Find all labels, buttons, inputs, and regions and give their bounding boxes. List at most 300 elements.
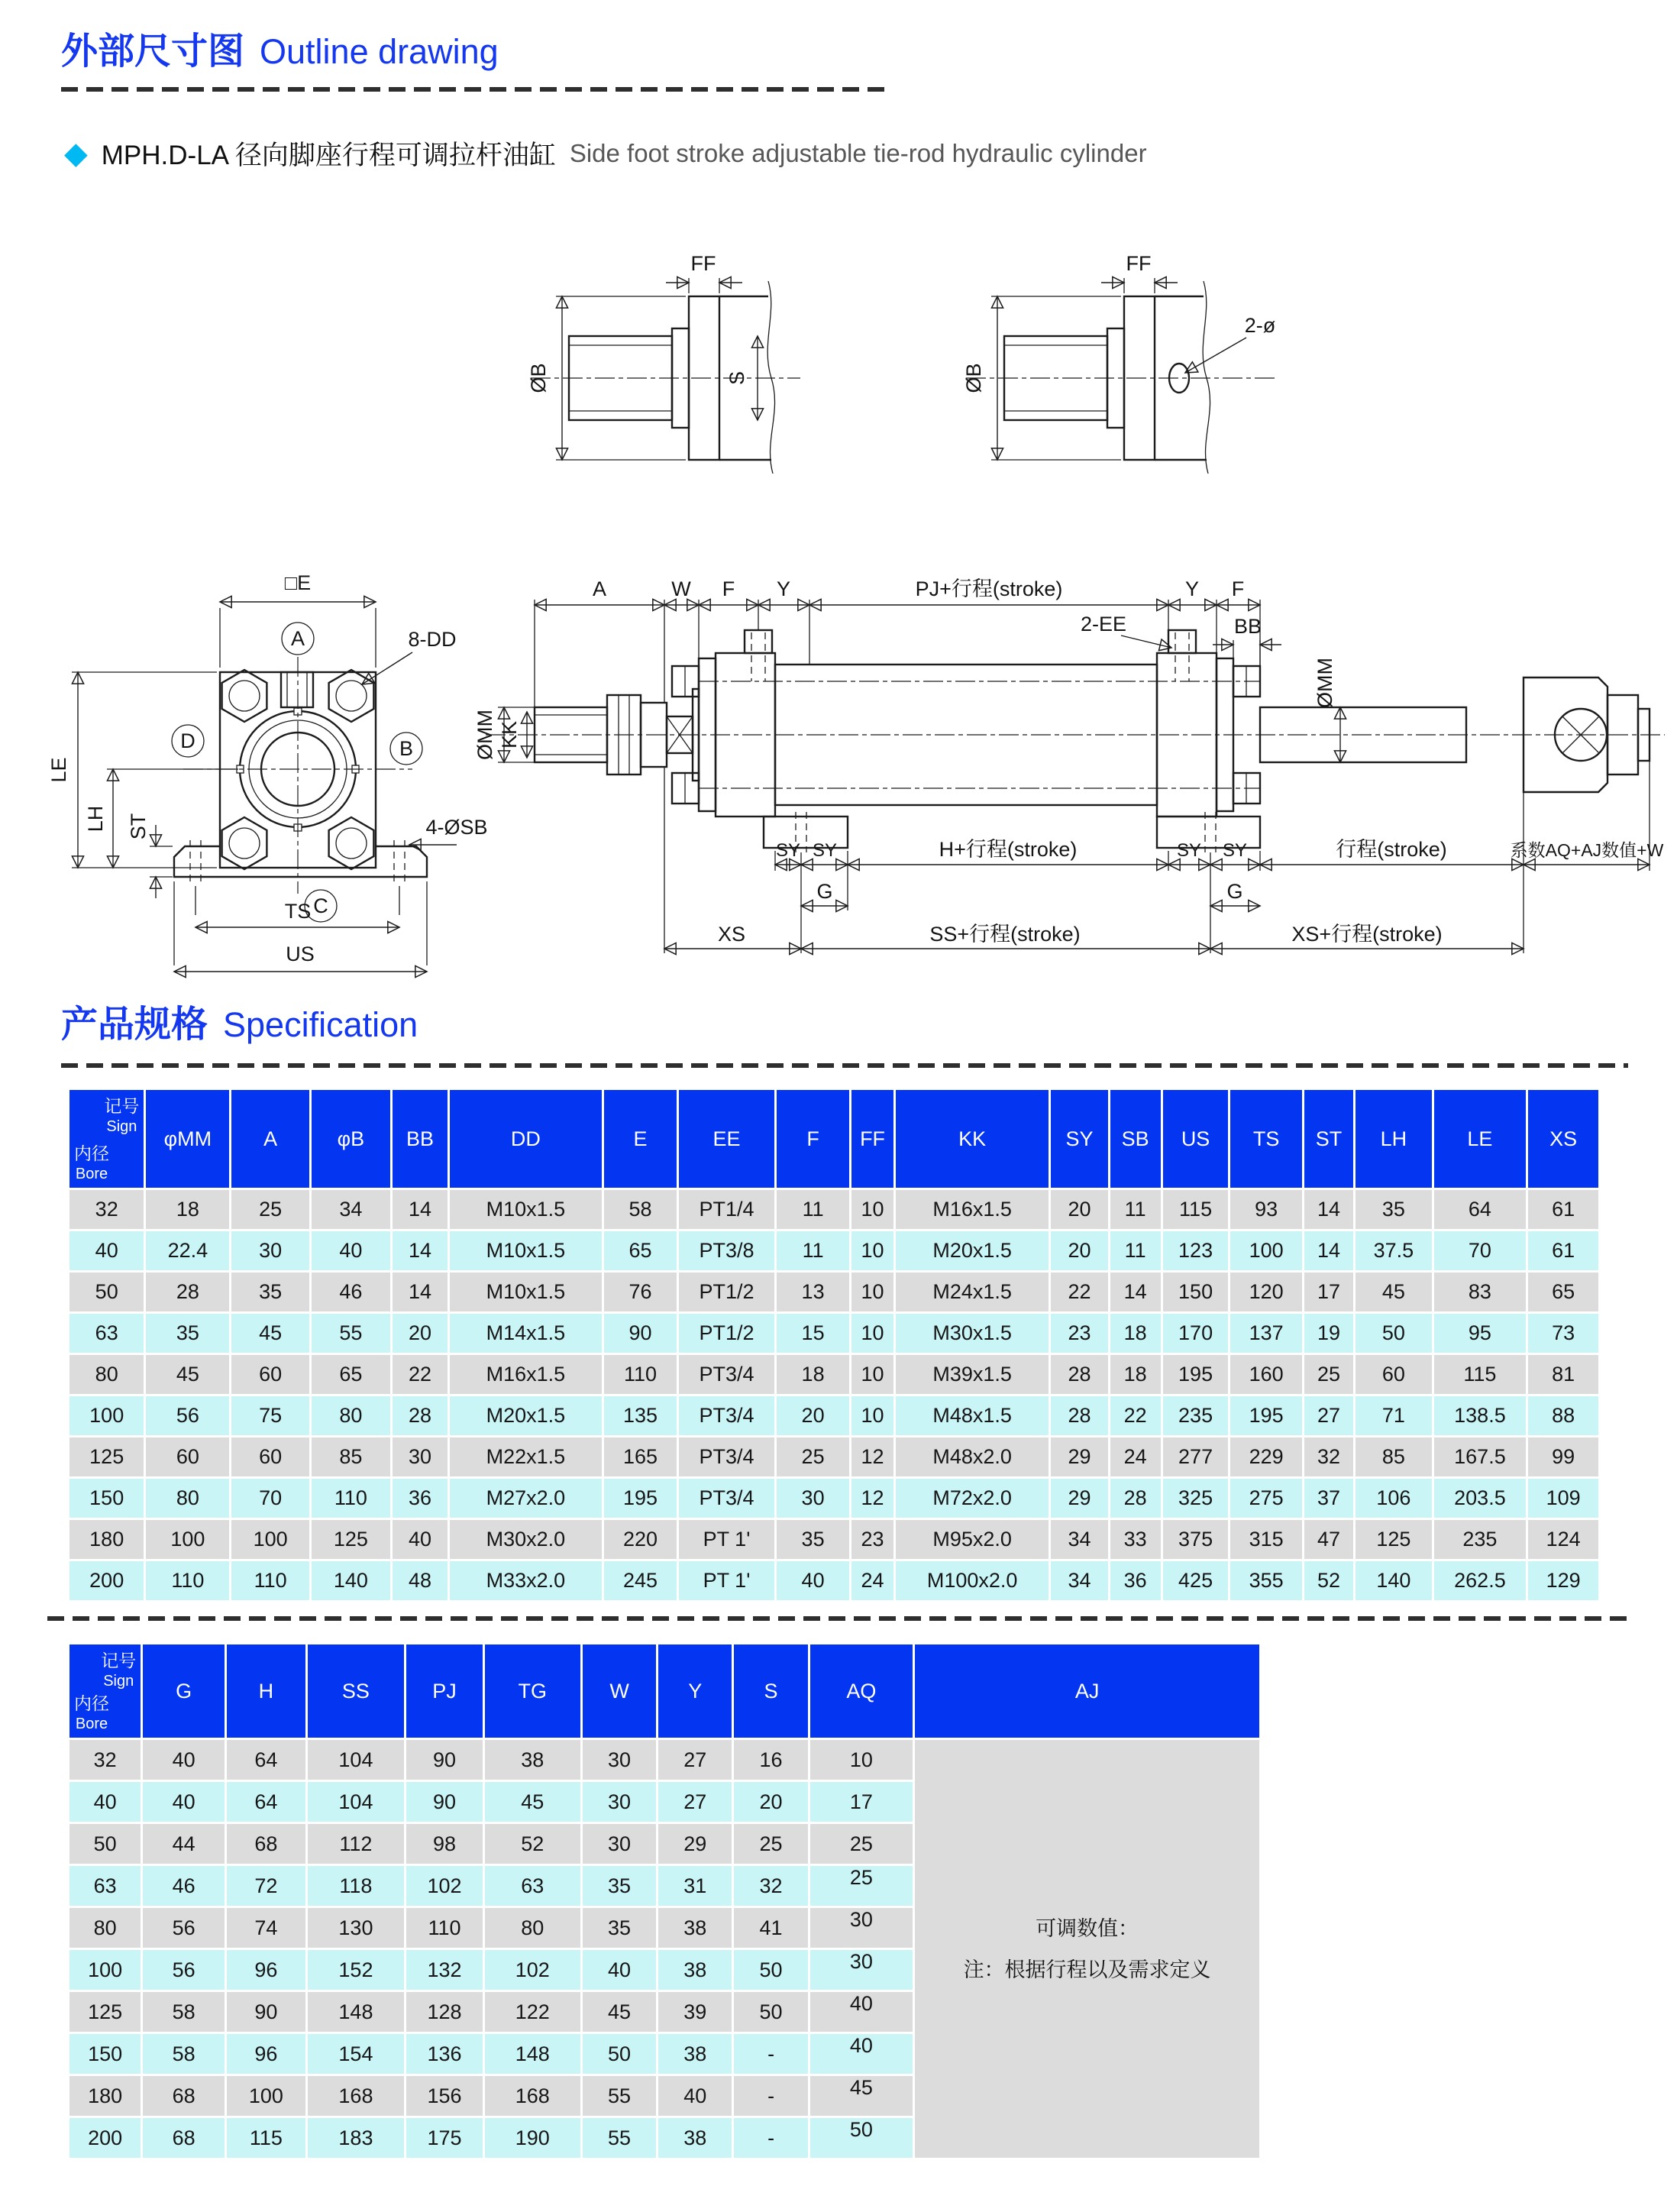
value-cell: 44 <box>143 1824 225 1864</box>
value-cell: 40 <box>312 1231 390 1270</box>
value-cell: 24 <box>1110 1437 1161 1476</box>
drawing-label: S <box>725 370 748 386</box>
drawing-label: F <box>722 577 735 600</box>
value-cell: 152 <box>308 1950 405 1990</box>
value-cell: 38 <box>658 1950 732 1990</box>
drawing-label: SS+行程(stroke) <box>929 923 1081 946</box>
drawing-label: ØB <box>962 363 985 393</box>
value-cell: 63 <box>485 1866 580 1906</box>
table-row-bore-40 <box>69 1231 1598 1270</box>
rod-end-view-left <box>531 278 800 474</box>
value-cell: 24 <box>851 1561 893 1600</box>
value-cell: 137 <box>1230 1314 1302 1353</box>
value-cell: 168 <box>308 2076 405 2116</box>
bore-cell: 40 <box>69 1231 144 1270</box>
value-cell: 60 <box>146 1437 229 1476</box>
value-cell: 50 <box>734 1992 807 2032</box>
bore-cell: 63 <box>69 1866 141 1906</box>
value-cell: 14 <box>1110 1273 1161 1311</box>
value-cell: 195 <box>1163 1355 1229 1394</box>
bore-cell: 80 <box>69 1355 144 1394</box>
value-cell: 168 <box>485 2076 580 2116</box>
column-header-TS: TS <box>1230 1090 1302 1188</box>
value-cell: 165 <box>604 1437 677 1476</box>
value-cell: 100 <box>146 1520 229 1559</box>
bore-cell: 180 <box>69 2076 141 2116</box>
bore-cell: 100 <box>69 1396 144 1435</box>
value-cell: 109 <box>1528 1479 1598 1518</box>
value-cell: PT3/8 <box>679 1231 774 1270</box>
value-cell: 27 <box>658 1782 732 1822</box>
value-cell: PT3/4 <box>679 1396 774 1435</box>
rod-end-view-right <box>966 278 1277 474</box>
drawing-label: Y <box>1184 577 1200 600</box>
bore-cell: 180 <box>69 1520 144 1559</box>
value-cell: 80 <box>485 1908 580 1948</box>
drawing-label: 8-DD <box>408 628 457 651</box>
value-cell: 25 <box>734 1824 807 1864</box>
column-header-TG: TG <box>485 1644 580 1738</box>
value-cell: 28 <box>1051 1355 1107 1394</box>
value-cell: 28 <box>1110 1479 1161 1518</box>
drawing-label: D <box>180 729 195 752</box>
value-cell: 25 <box>810 1824 913 1864</box>
value-cell: 115 <box>1163 1190 1229 1229</box>
value-cell: 80 <box>146 1479 229 1518</box>
value-cell: 61 <box>1528 1231 1598 1270</box>
column-header-US: US <box>1163 1090 1229 1188</box>
value-cell: M48x2.0 <box>896 1437 1049 1476</box>
value-cell: 27 <box>658 1740 732 1780</box>
value-cell: 140 <box>312 1561 390 1600</box>
column-header-G: G <box>143 1644 225 1738</box>
drawing-label: C <box>313 894 328 917</box>
column-header-φB: φB <box>312 1090 390 1188</box>
value-cell: 65 <box>604 1231 677 1270</box>
value-cell: 118 <box>308 1866 405 1906</box>
value-cell: 50 <box>734 1950 807 1990</box>
drawing-label: 2-EE <box>1080 613 1127 635</box>
value-cell: 35 <box>1355 1190 1431 1229</box>
front-foot-view <box>72 602 457 972</box>
value-cell: 12 <box>851 1437 893 1476</box>
value-cell: 96 <box>227 1950 305 1990</box>
value-cell: 68 <box>143 2076 225 2116</box>
value-cell: 14 <box>393 1190 448 1229</box>
value-cell: 102 <box>406 1866 482 1906</box>
value-cell: 45 <box>1355 1273 1431 1311</box>
bore-cell: 200 <box>69 2118 141 2158</box>
bore-cell: 150 <box>69 2034 141 2074</box>
value-cell: 40 <box>810 1992 913 2032</box>
value-cell: 18 <box>1110 1314 1161 1353</box>
column-header-Y: Y <box>658 1644 732 1738</box>
value-cell: 120 <box>1230 1273 1302 1311</box>
product-model: MPH.D-LA <box>101 141 228 170</box>
drawing-label: A <box>290 627 305 650</box>
value-cell: M30x1.5 <box>896 1314 1049 1353</box>
value-cell: 29 <box>658 1824 732 1864</box>
value-cell: 70 <box>231 1479 309 1518</box>
value-cell: M20x1.5 <box>450 1396 602 1435</box>
value-cell: 85 <box>312 1437 390 1476</box>
value-cell: 110 <box>231 1561 309 1600</box>
table-row-bore-200 <box>69 1561 1598 1600</box>
value-cell: 35 <box>777 1520 849 1559</box>
value-cell: 11 <box>1110 1231 1161 1270</box>
drawing-label: B <box>399 737 414 760</box>
cylinder-side-view <box>486 600 1665 953</box>
value-cell: M20x1.5 <box>896 1231 1049 1270</box>
bore-cell: 125 <box>69 1992 141 2032</box>
value-cell: 11 <box>777 1231 849 1270</box>
value-cell: 20 <box>734 1782 807 1822</box>
value-cell: PT 1' <box>679 1561 774 1600</box>
value-cell: 17 <box>810 1782 913 1822</box>
value-cell: 93 <box>1230 1190 1302 1229</box>
value-cell: 10 <box>851 1231 893 1270</box>
value-cell: 64 <box>227 1740 305 1780</box>
value-cell: 138.5 <box>1434 1396 1527 1435</box>
bore-cell: 40 <box>69 1782 141 1822</box>
column-header-A: A <box>231 1090 309 1188</box>
outline-drawing-title <box>61 21 499 74</box>
bore-cell: 80 <box>69 1908 141 1948</box>
corner-header-sign-bore: 记号 Sign 内径 Bore <box>69 1644 141 1738</box>
value-cell: - <box>734 2118 807 2158</box>
value-cell: 90 <box>406 1740 482 1780</box>
value-cell: 33 <box>1110 1520 1161 1559</box>
value-cell: 88 <box>1528 1396 1598 1435</box>
drawing-label: SY <box>775 840 801 861</box>
value-cell: 25 <box>231 1190 309 1229</box>
drawing-label: SY <box>812 840 838 861</box>
value-cell: 19 <box>1304 1314 1353 1353</box>
value-cell: 70 <box>1434 1231 1527 1270</box>
drawing-label: LH <box>84 805 107 833</box>
value-cell: 81 <box>1528 1355 1598 1394</box>
value-cell: 73 <box>1528 1314 1598 1353</box>
value-cell: 25 <box>777 1437 849 1476</box>
value-cell: 183 <box>308 2118 405 2158</box>
bore-cell: 50 <box>69 1273 144 1311</box>
value-cell: 325 <box>1163 1479 1229 1518</box>
value-cell: 30 <box>583 1824 656 1864</box>
drawing-label: SY <box>1176 840 1202 861</box>
drawing-label: 2-ø <box>1244 314 1276 337</box>
value-cell: 65 <box>1528 1273 1598 1311</box>
column-header-SS: SS <box>308 1644 405 1738</box>
drawing-label: XS <box>717 923 746 946</box>
bore-cell: 63 <box>69 1314 144 1353</box>
column-header-φMM: φMM <box>146 1090 229 1188</box>
value-cell: 167.5 <box>1434 1437 1527 1476</box>
drawing-label: G <box>1226 880 1243 903</box>
value-cell: 90 <box>227 1992 305 2032</box>
drawing-label: ØMM <box>473 710 496 760</box>
value-cell: 104 <box>308 1782 405 1822</box>
value-cell: 60 <box>231 1437 309 1476</box>
spec-title-en: Specification <box>223 1005 418 1044</box>
value-cell: 275 <box>1230 1479 1302 1518</box>
value-cell: 190 <box>485 2118 580 2158</box>
value-cell: 203.5 <box>1434 1479 1527 1518</box>
value-cell: 220 <box>604 1520 677 1559</box>
column-header-W: W <box>583 1644 656 1738</box>
value-cell: 58 <box>143 1992 225 2032</box>
value-cell: 156 <box>406 2076 482 2116</box>
value-cell: 90 <box>406 1782 482 1822</box>
value-cell: PT3/4 <box>679 1437 774 1476</box>
value-cell: 45 <box>810 2076 913 2116</box>
value-cell: M33x2.0 <box>450 1561 602 1600</box>
value-cell: 58 <box>604 1190 677 1229</box>
value-cell: 30 <box>231 1231 309 1270</box>
value-cell: 32 <box>734 1866 807 1906</box>
column-header-PJ: PJ <box>406 1644 482 1738</box>
value-cell: 40 <box>810 2034 913 2074</box>
drawing-label: 系数AQ+AJ数值+W <box>1510 840 1664 860</box>
value-cell: M24x1.5 <box>896 1273 1049 1311</box>
value-cell: 170 <box>1163 1314 1229 1353</box>
drawing-label: SY <box>1222 840 1248 861</box>
outline-title-en: Outline drawing <box>260 32 499 71</box>
value-cell: 30 <box>583 1782 656 1822</box>
value-cell: 34 <box>1051 1520 1107 1559</box>
table-row-bore-63 <box>69 1314 1598 1353</box>
value-cell: 10 <box>851 1396 893 1435</box>
value-cell: 23 <box>1051 1314 1107 1353</box>
value-cell: 68 <box>227 1824 305 1864</box>
table-divider <box>47 1616 1628 1621</box>
value-cell: 55 <box>583 2076 656 2116</box>
value-cell: PT3/4 <box>679 1355 774 1394</box>
value-cell: 20 <box>1051 1190 1107 1229</box>
value-cell: 30 <box>393 1437 448 1476</box>
value-cell: 132 <box>406 1950 482 1990</box>
value-cell: 35 <box>583 1866 656 1906</box>
value-cell: 85 <box>1355 1437 1431 1476</box>
value-cell: 64 <box>227 1782 305 1822</box>
value-cell: 17 <box>1304 1273 1353 1311</box>
drawing-label: XS+行程(stroke) <box>1291 923 1443 946</box>
value-cell: 122 <box>485 1992 580 2032</box>
value-cell: 30 <box>583 1740 656 1780</box>
value-cell: 76 <box>604 1273 677 1311</box>
drawing-label: 4-ØSB <box>425 816 488 839</box>
value-cell: 40 <box>143 1782 225 1822</box>
value-cell: 29 <box>1051 1479 1107 1518</box>
drawing-label: □E <box>284 571 312 594</box>
value-cell: 18 <box>146 1190 229 1229</box>
value-cell: 160 <box>1230 1355 1302 1394</box>
column-header-KK: KK <box>896 1090 1049 1188</box>
value-cell: 36 <box>1110 1561 1161 1600</box>
value-cell: 277 <box>1163 1437 1229 1476</box>
column-header-ST: ST <box>1304 1090 1353 1188</box>
value-cell: 72 <box>227 1866 305 1906</box>
value-cell: 30 <box>777 1479 849 1518</box>
drawing-label: PJ+行程(stroke) <box>915 577 1063 600</box>
value-cell: 11 <box>1110 1190 1161 1229</box>
column-header-SB: SB <box>1110 1090 1161 1188</box>
value-cell: 75 <box>231 1396 309 1435</box>
bore-cell: 125 <box>69 1437 144 1476</box>
value-cell: 22.4 <box>146 1231 229 1270</box>
value-cell: 229 <box>1230 1437 1302 1476</box>
product-subtitle <box>64 134 1147 173</box>
column-header-E: E <box>604 1090 677 1188</box>
value-cell: 11 <box>777 1190 849 1229</box>
spec-divider <box>61 1063 1628 1068</box>
value-cell: PT1/2 <box>679 1314 774 1353</box>
aj-note-cell: 可调数值： 注：根据行程以及需求定义 <box>915 1740 1259 2158</box>
value-cell: 129 <box>1528 1561 1598 1600</box>
value-cell: 98 <box>406 1824 482 1864</box>
value-cell: 245 <box>604 1561 677 1600</box>
value-cell: 110 <box>406 1908 482 1948</box>
value-cell: 10 <box>851 1355 893 1394</box>
drawing-label: TS <box>284 900 312 923</box>
value-cell: M16x1.5 <box>450 1355 602 1394</box>
value-cell: 27 <box>1304 1396 1353 1435</box>
value-cell: 71 <box>1355 1396 1431 1435</box>
value-cell: 35 <box>583 1908 656 1948</box>
value-cell: 60 <box>231 1355 309 1394</box>
value-cell: 10 <box>851 1273 893 1311</box>
value-cell: 14 <box>393 1231 448 1270</box>
value-cell: 45 <box>231 1314 309 1353</box>
value-cell: 148 <box>308 1992 405 2032</box>
value-cell: 22 <box>1110 1396 1161 1435</box>
value-cell: 68 <box>143 2118 225 2158</box>
value-cell: 110 <box>146 1561 229 1600</box>
drawing-label: 行程(stroke) <box>1336 838 1447 861</box>
value-cell: 195 <box>604 1479 677 1518</box>
value-cell: 25 <box>1304 1355 1353 1394</box>
column-header-FF: FF <box>851 1090 893 1188</box>
value-cell: 64 <box>1434 1190 1527 1229</box>
value-cell: 47 <box>1304 1520 1353 1559</box>
spec-table-dimensions <box>67 1088 1601 1602</box>
value-cell: 25 <box>810 1866 913 1906</box>
value-cell: 23 <box>851 1520 893 1559</box>
column-header-DD: DD <box>450 1090 602 1188</box>
column-header-F: F <box>777 1090 849 1188</box>
drawing-label: G <box>816 880 833 903</box>
outline-title-zh: 外部尺寸图 <box>61 31 245 72</box>
value-cell: 102 <box>485 1950 580 1990</box>
table-row-bore-150 <box>69 1479 1598 1518</box>
spec-title-zh: 产品规格 <box>61 1004 208 1045</box>
value-cell: 80 <box>312 1396 390 1435</box>
value-cell: - <box>734 2076 807 2116</box>
value-cell: 32 <box>1304 1437 1353 1476</box>
value-cell: 61 <box>1528 1190 1598 1229</box>
value-cell: 36 <box>393 1479 448 1518</box>
drawing-label: FF <box>1126 252 1152 275</box>
value-cell: 40 <box>777 1561 849 1600</box>
value-cell: PT1/4 <box>679 1190 774 1229</box>
value-cell: 20 <box>393 1314 448 1353</box>
value-cell: 106 <box>1355 1479 1431 1518</box>
value-cell: 34 <box>312 1190 390 1229</box>
value-cell: 99 <box>1528 1437 1598 1476</box>
value-cell: 124 <box>1528 1520 1598 1559</box>
value-cell: 40 <box>393 1520 448 1559</box>
value-cell: 38 <box>658 1908 732 1948</box>
value-cell: 22 <box>393 1355 448 1394</box>
value-cell: 41 <box>734 1908 807 1948</box>
value-cell: 315 <box>1230 1520 1302 1559</box>
outline-drawing-figure <box>0 214 1677 1008</box>
value-cell: 50 <box>1355 1314 1431 1353</box>
column-header-SY: SY <box>1051 1090 1107 1188</box>
column-header-BB: BB <box>393 1090 448 1188</box>
bore-cell: 150 <box>69 1479 144 1518</box>
value-cell: 10 <box>851 1314 893 1353</box>
specification-title <box>61 994 418 1047</box>
value-cell: 18 <box>1110 1355 1161 1394</box>
value-cell: M48x1.5 <box>896 1396 1049 1435</box>
value-cell: 56 <box>146 1396 229 1435</box>
value-cell: 50 <box>583 2034 656 2074</box>
diamond-icon: ◆ <box>64 137 88 170</box>
value-cell: 52 <box>485 1824 580 1864</box>
value-cell: PT1/2 <box>679 1273 774 1311</box>
value-cell: 20 <box>1051 1231 1107 1270</box>
drawing-label: Y <box>776 577 791 600</box>
column-header-S: S <box>734 1644 807 1738</box>
corner-header-sign-bore: 记号 Sign 内径 Bore <box>69 1090 144 1188</box>
value-cell: 30 <box>810 1908 913 1948</box>
bore-cell: 50 <box>69 1824 141 1864</box>
value-cell: 100 <box>231 1520 309 1559</box>
value-cell: 55 <box>583 2118 656 2158</box>
value-cell: M16x1.5 <box>896 1190 1049 1229</box>
value-cell: 22 <box>1051 1273 1107 1311</box>
drawing-label: F <box>1231 577 1245 600</box>
value-cell: 40 <box>583 1950 656 1990</box>
drawing-label: ST <box>127 813 150 840</box>
value-cell: M30x2.0 <box>450 1520 602 1559</box>
value-cell: 48 <box>393 1561 448 1600</box>
value-cell: 125 <box>1355 1520 1431 1559</box>
value-cell: PT 1' <box>679 1520 774 1559</box>
table-row-bore-80 <box>69 1355 1598 1394</box>
value-cell: 135 <box>604 1396 677 1435</box>
product-name-zh: 径向脚座行程可调拉杆油缸 <box>234 141 556 170</box>
table-row-bore-125 <box>69 1437 1598 1476</box>
value-cell: 130 <box>308 1908 405 1948</box>
value-cell: M95x2.0 <box>896 1520 1049 1559</box>
bore-cell: 200 <box>69 1561 144 1600</box>
value-cell: - <box>734 2034 807 2074</box>
value-cell: 58 <box>143 2034 225 2074</box>
value-cell: 46 <box>143 1866 225 1906</box>
table-row-bore-32 <box>69 1190 1598 1229</box>
value-cell: 16 <box>734 1740 807 1780</box>
product-name-en: Side foot stroke adjustable tie-rod hydraulic cylinder <box>569 139 1147 167</box>
value-cell: 235 <box>1163 1396 1229 1435</box>
table-row-bore-180 <box>69 1520 1598 1559</box>
value-cell: 38 <box>658 2034 732 2074</box>
value-cell: 10 <box>851 1190 893 1229</box>
value-cell: 128 <box>406 1992 482 2032</box>
value-cell: 136 <box>406 2034 482 2074</box>
value-cell: 100 <box>227 2076 305 2116</box>
value-cell: 154 <box>308 2034 405 2074</box>
